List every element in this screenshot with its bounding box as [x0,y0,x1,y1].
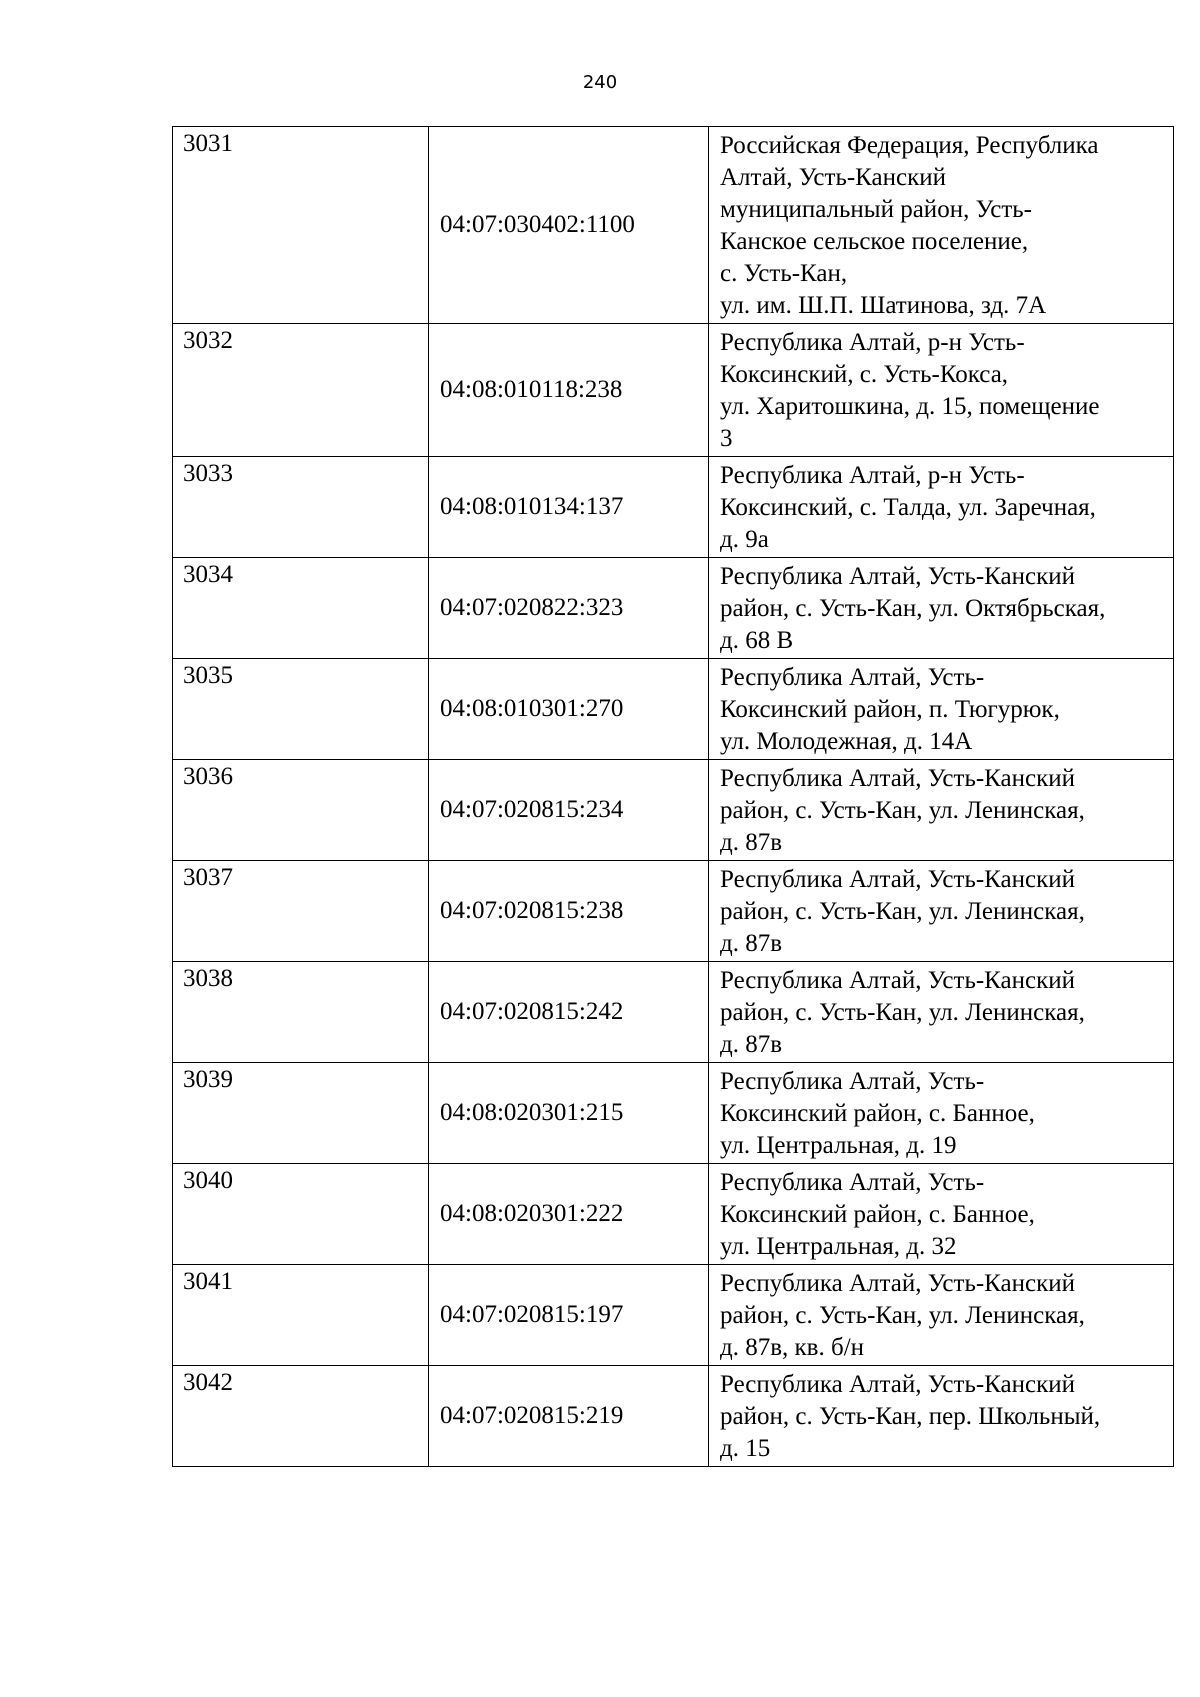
cadastral-number: 04:07:020815:234 [429,760,709,861]
address: Республика Алтай, Усть-Канский район, с. Усть-Кан, ул. Ленинская, д. 87в [709,760,1174,861]
address: Российская Федерация, Республика Алтай, Усть-Канский муниципальный район, Усть- Канское сельское поселение, с. Усть-Кан, ул. им. Ш.П. Шатинова, зд. 7А [709,127,1174,324]
cadastral-number: 04:08:010301:270 [429,659,709,760]
address: Республика Алтай, Усть- Коксинский район, п. Тюгурюк, ул. Молодежная, д. 14А [709,659,1174,760]
table-row [173,1366,1174,1467]
table-row [173,1164,1174,1265]
row-number: 3039 [173,1063,429,1164]
row-number: 3036 [173,760,429,861]
row-number: 3032 [173,324,429,457]
address: Республика Алтай, р-н Усть- Коксинский, с. Талда, ул. Заречная, д. 9а [709,457,1174,558]
cadastral-number: 04:08:010134:137 [429,457,709,558]
address: Республика Алтай, Усть- Коксинский район, с. Банное, ул. Центральная, д. 32 [709,1164,1174,1265]
cadastral-number: 04:07:020815:197 [429,1265,709,1366]
row-number: 3037 [173,861,429,962]
address: Республика Алтай, Усть-Канский район, с. Усть-Кан, ул. Ленинская, д. 87в, кв. б/н [709,1265,1174,1366]
table-row [173,127,1174,324]
address: Республика Алтай, р-н Усть- Коксинский, с. Усть-Кокса, ул. Харитошкина, д. 15, помещение 3 [709,324,1174,457]
cadastral-number: 04:07:020815:242 [429,962,709,1063]
cadastral-number: 04:08:010118:238 [429,324,709,457]
row-number: 3042 [173,1366,429,1467]
cadastral-number: 04:07:030402:1100 [429,127,709,324]
row-number: 3040 [173,1164,429,1265]
table-row [173,760,1174,861]
row-number: 3038 [173,962,429,1063]
table-row [173,861,1174,962]
page-number: 240 [582,72,618,93]
cadastral-number: 04:07:020815:238 [429,861,709,962]
row-number: 3034 [173,558,429,659]
row-number: 3033 [173,457,429,558]
cadastral-number: 04:08:020301:215 [429,1063,709,1164]
address: Республика Алтай, Усть-Канский район, с. Усть-Кан, пер. Школьный, д. 15 [709,1366,1174,1467]
row-number: 3035 [173,659,429,760]
address: Республика Алтай, Усть-Канский район, с. Усть-Кан, ул. Ленинская, д. 87в [709,861,1174,962]
address: Республика Алтай, Усть-Канский район, с. Усть-Кан, ул. Ленинская, д. 87в [709,962,1174,1063]
cadastral-number: 04:08:020301:222 [429,1164,709,1265]
row-number: 3041 [173,1265,429,1366]
table-row [173,324,1174,457]
table-row [173,457,1174,558]
table-row [173,558,1174,659]
table-row [173,962,1174,1063]
cadastral-number: 04:07:020822:323 [429,558,709,659]
cadastral-number: 04:07:020815:219 [429,1366,709,1467]
table-row [173,1265,1174,1366]
registry-table [172,126,1174,1467]
table-row [173,659,1174,760]
row-number: 3031 [173,127,429,324]
address: Республика Алтай, Усть-Канский район, с. Усть-Кан, ул. Октябрьская, д. 68 В [709,558,1174,659]
address: Республика Алтай, Усть- Коксинский район, с. Банное, ул. Центральная, д. 19 [709,1063,1174,1164]
table-row [173,1063,1174,1164]
